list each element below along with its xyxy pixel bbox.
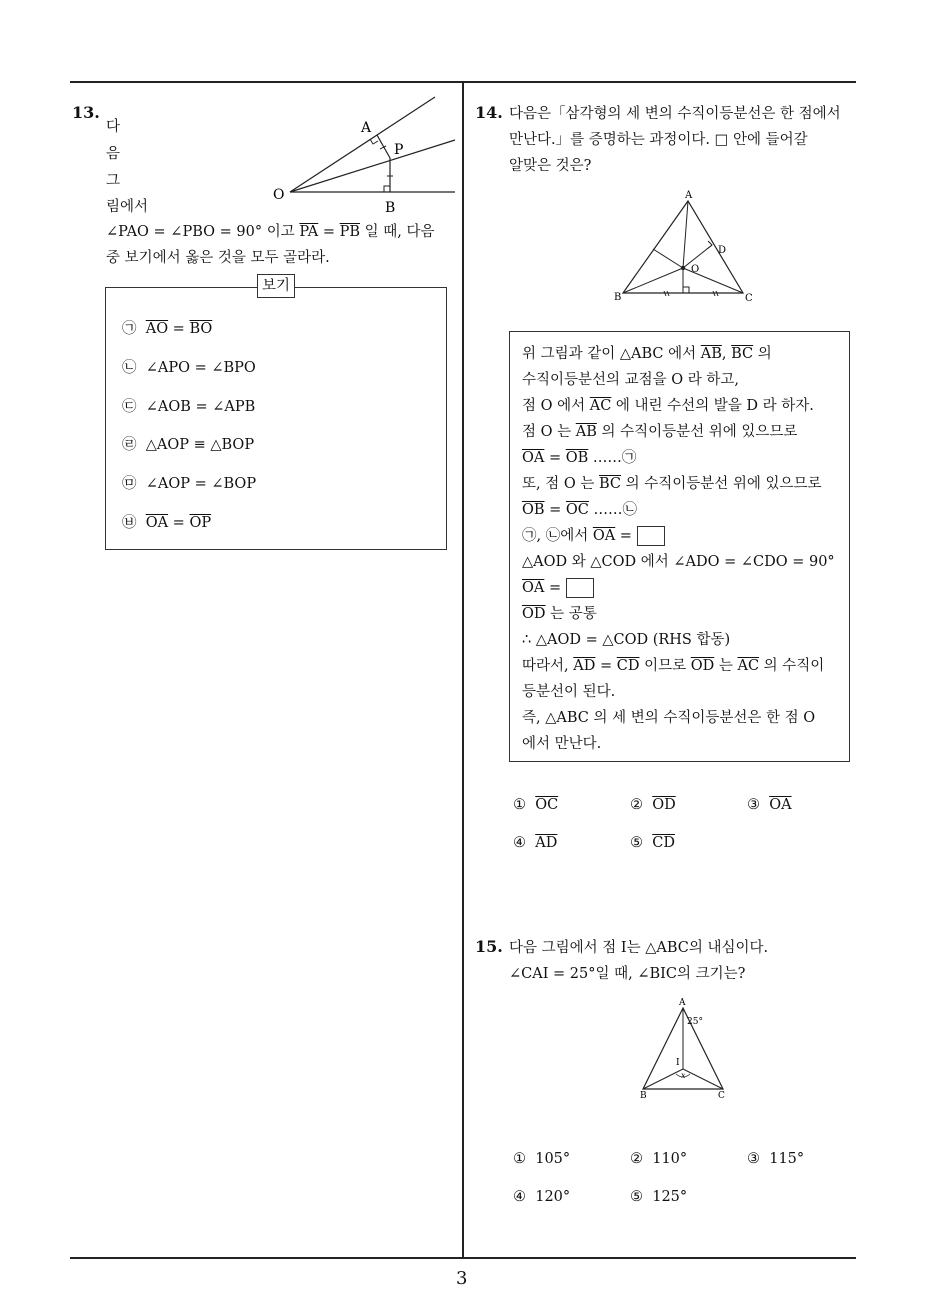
q14-choice-1[interactable]: ① $\overline{OC}$: [513, 797, 559, 813]
label-x: x: [681, 1071, 686, 1080]
proof-line-16: 에서 만난다.: [522, 736, 602, 752]
answer-blank: [637, 526, 665, 546]
label-c: C: [745, 293, 753, 304]
q13-option-1: ㉠ $\overline{AO} = \overline{BO}$: [122, 321, 213, 337]
q15-choice-2[interactable]: ② 110°: [630, 1151, 688, 1167]
q13-option-2: ㉡ ∠APO = ∠BPO: [122, 360, 256, 376]
q13-option-5: ㉤ ∠AOP = ∠BOP: [122, 476, 257, 492]
q13-figure-angle-bisector: [260, 92, 460, 217]
label-o: O: [273, 187, 285, 203]
q13-number: 13.: [72, 103, 100, 122]
label-i: I: [676, 1058, 680, 1068]
q14-figure-triangle: [608, 188, 768, 306]
proof-line-14: 등분선이 된다.: [522, 684, 616, 700]
q14-stem-line2: 만난다.」를 증명하는 과정이다. □ 안에 들어갈: [509, 132, 808, 148]
label-d: D: [718, 245, 727, 256]
q15-choice-3[interactable]: ③ 115°: [747, 1151, 805, 1167]
q15-number: 15.: [475, 937, 503, 956]
q14-stem-line3: 알맞은 것은?: [509, 158, 592, 174]
label-a: A: [685, 190, 693, 201]
proof-line-15: 즉, △ABC 의 세 변의 수직이등분선은 한 점 O: [522, 710, 816, 726]
label-p: P: [394, 142, 404, 158]
answer-blank: [566, 578, 594, 598]
label-angle: 25°: [687, 1017, 703, 1027]
proof-line-7: $\overline{OB} = \overline{OC}$ ……㉡: [522, 502, 638, 518]
proof-line-8: ㉠, ㉡에서 $\overline{OA}$ =: [522, 523, 665, 549]
label-b: B: [640, 1091, 647, 1101]
proof-line-1: 위 그림과 같이 △ABC 에서 $\overline{AB}$, $\overline{BC}$ 의: [522, 346, 772, 362]
q15-figure-incenter: [632, 994, 742, 1104]
proof-line-3: 점 O 에서 $\overline{AC}$ 에 내린 수선의 발을 D 라 하자.: [522, 398, 814, 414]
proof-line-12: ∴ △AOD = △COD (RHS 합동): [522, 632, 731, 648]
q13-stem-line1: 림에서: [106, 199, 149, 215]
page-number: 3: [456, 1268, 468, 1289]
q13-option-6: ㉥ $\overline{OA} = \overline{OP}$: [122, 515, 212, 531]
q13-stem-v3: 그: [106, 173, 121, 189]
label-b: B: [614, 292, 622, 303]
q13-bogi-label: 보기: [257, 274, 295, 298]
q15-choice-1[interactable]: ① 105°: [513, 1151, 571, 1167]
q15-choice-4[interactable]: ④ 120°: [513, 1189, 571, 1205]
label-b: B: [385, 200, 396, 216]
q15-stem-line1: 다음 그림에서 점 I는 △ABC의 내심이다.: [509, 940, 769, 956]
proof-line-5: $\overline{OA} = \overline{OB}$ ……㉠: [522, 450, 637, 466]
q14-stem-line1: 다음은「삼각형의 세 변의 수직이등분선은 한 점에서: [509, 106, 841, 122]
label-o: O: [691, 264, 700, 275]
q13-stem-line3: 중 보기에서 옳은 것을 모두 골라라.: [106, 250, 330, 266]
q13-stem-line2: ∠PAO = ∠PBO = 90° 이고 $\overline{PA} = \overline{PB}$ 일 때, 다음: [106, 224, 435, 240]
proof-line-11: $\overline{OD}$ 는 공통: [522, 606, 597, 622]
q14-number: 14.: [475, 103, 503, 122]
proof-line-2: 수직이등분선의 교점을 O 라 하고,: [522, 372, 740, 388]
q14-choice-4[interactable]: ④ $\overline{AD}$: [513, 835, 558, 851]
q13-option-3: ㉢ ∠AOB = ∠APB: [122, 399, 256, 415]
proof-line-10: $\overline{OA}$ =: [522, 575, 594, 601]
q13-stem-v2: 음: [106, 146, 121, 162]
label-a: A: [361, 120, 372, 136]
q13-option-4: ㉣ △AOP ≡ △BOP: [122, 437, 255, 453]
label-a: A: [679, 998, 686, 1008]
proof-line-4: 점 O 는 $\overline{AB}$ 의 수직이등분선 위에 있으므로: [522, 424, 798, 440]
q15-choice-5[interactable]: ⑤ 125°: [630, 1189, 688, 1205]
proof-line-9: △AOD 와 △COD 에서 ∠ADO = ∠CDO = 90°: [522, 554, 835, 570]
proof-line-6: 또, 점 O 는 $\overline{BC}$ 의 수직이등분선 위에 있으므로: [522, 476, 822, 492]
segment-pb: $\overline{PB}$: [339, 224, 361, 240]
q15-stem-line2: ∠CAI = 25°일 때, ∠BIC의 크기는?: [509, 966, 746, 982]
column-divider: [462, 82, 464, 1258]
q13-stem-v1: 다: [106, 119, 121, 135]
q14-choice-2[interactable]: ② $\overline{OD}$: [630, 797, 676, 813]
proof-line-13: 따라서, $\overline{AD} = \overline{CD}$ 이므로 $\overline{OD}$ 는 $\overline{AC}$ 의 수직이: [522, 658, 825, 674]
q14-choice-5[interactable]: ⑤ $\overline{CD}$: [630, 835, 675, 851]
label-c: C: [718, 1091, 725, 1101]
segment-pa: $\overline{PA}$: [299, 224, 319, 240]
q14-choice-3[interactable]: ③ $\overline{OA}$: [747, 797, 792, 813]
